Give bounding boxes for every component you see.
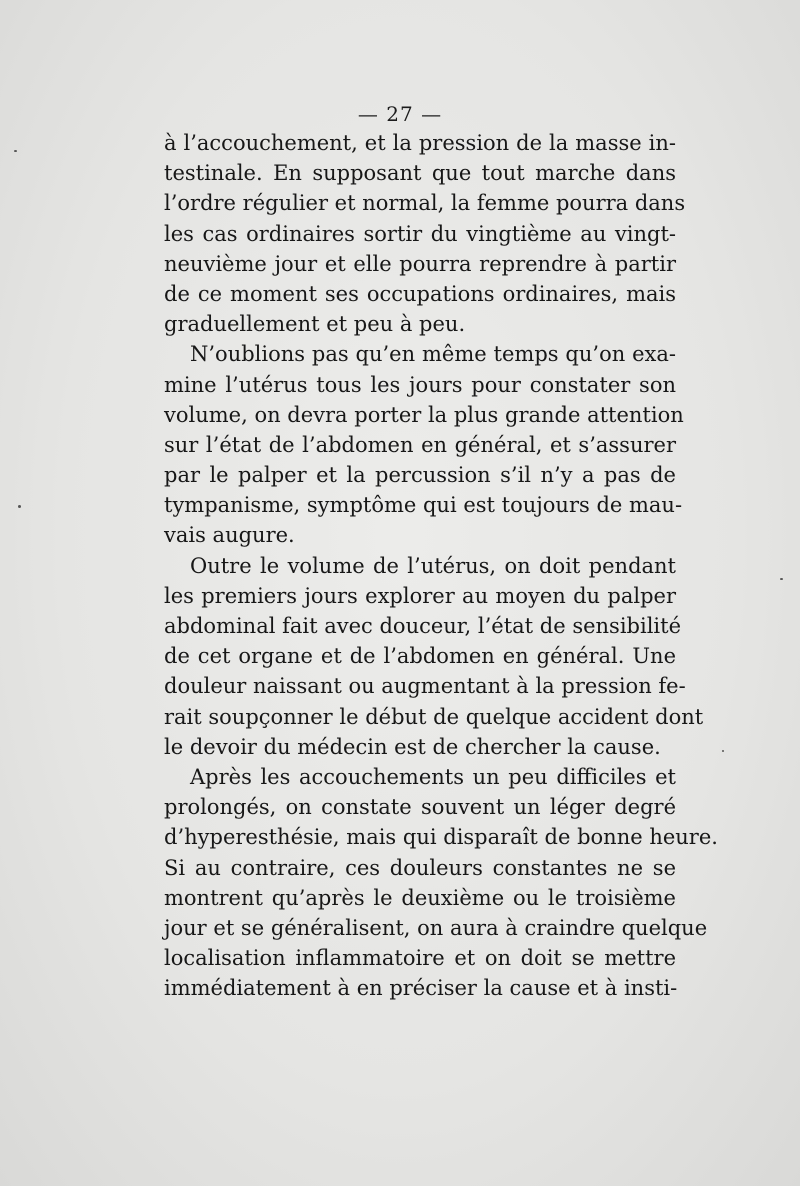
text-line: rait soupçonner le début de quelque accident dont [164,704,704,729]
text-line: Si au contraire, ces douleurs constantes ne se [164,855,676,880]
text-line: Après les accouchements un peu difficiles et [190,764,676,789]
text-line: tympanisme, symptôme qui est toujours de mau- [164,493,683,518]
text-line: volume, on devra porter la plus grande attention [164,402,684,427]
text-line: par le palper et la percussion s’il n’y a pas de [164,463,676,488]
text-line: sur l’état de l’abdomen en général, et s’assurer [164,432,676,457]
paragraph-4 [164,762,718,1004]
paper-speck [14,150,17,152]
text-line: les premiers jours explorer au moyen du palper [164,583,676,608]
text-line: de ce moment ses occupations ordinaires, mais [164,281,676,306]
paper-speck [722,750,724,752]
text-line: le devoir du médecin est de chercher la cause. [164,734,661,759]
text-line: localisation inflammatoire et on doit se mettre [164,946,676,971]
text-line: l’ordre régulier et normal, la femme pourra dans [164,191,686,216]
text-line: Outre le volume de l’utérus, on doit pendant [190,553,676,578]
text-line: à l’accouchement, et la pression de la masse in- [164,131,676,155]
text-line: les cas ordinaires sortir du vingtième au vingt- [164,221,676,246]
text-line: montrent qu’après le deuxième ou le troisième [164,885,676,910]
body-text [164,128,718,1003]
paper-speck [780,578,783,580]
text-line: jour et se généralisent, on aura à craindre quelque [164,915,708,940]
text-line: N’oublions pas qu’en même temps qu’on exa- [190,342,676,367]
text-line: graduellement et peu à peu. [164,312,466,337]
text-line: neuvième jour et elle pourra reprendre à partir [164,251,676,276]
text-line: prolongés, on constate souvent un léger degré [164,795,676,820]
text-line: abdominal fait avec douceur, l’état de sensibilité [164,614,682,638]
text-line: de cet organe et de l’abdomen en général. Une [164,644,676,669]
paragraph-1 [164,128,686,339]
text-line: vais augure. [164,523,295,548]
text-line: d’hyperesthésie, mais qui disparaît de bonne heure. [164,825,718,850]
text-line: douleur naissant ou augmentant à la pression fe- [164,674,686,699]
paper-speck [18,505,21,508]
text-line: immédiatement à en préciser la cause et à insti- [164,976,678,1001]
text-line: mine l’utérus tous les jours pour constater son [164,372,676,397]
paragraph-3 [164,551,704,762]
text-line: testinale. En supposant que tout marche dans [164,161,676,186]
paragraph-2 [164,339,684,550]
page-number: — 27 — [357,102,443,126]
